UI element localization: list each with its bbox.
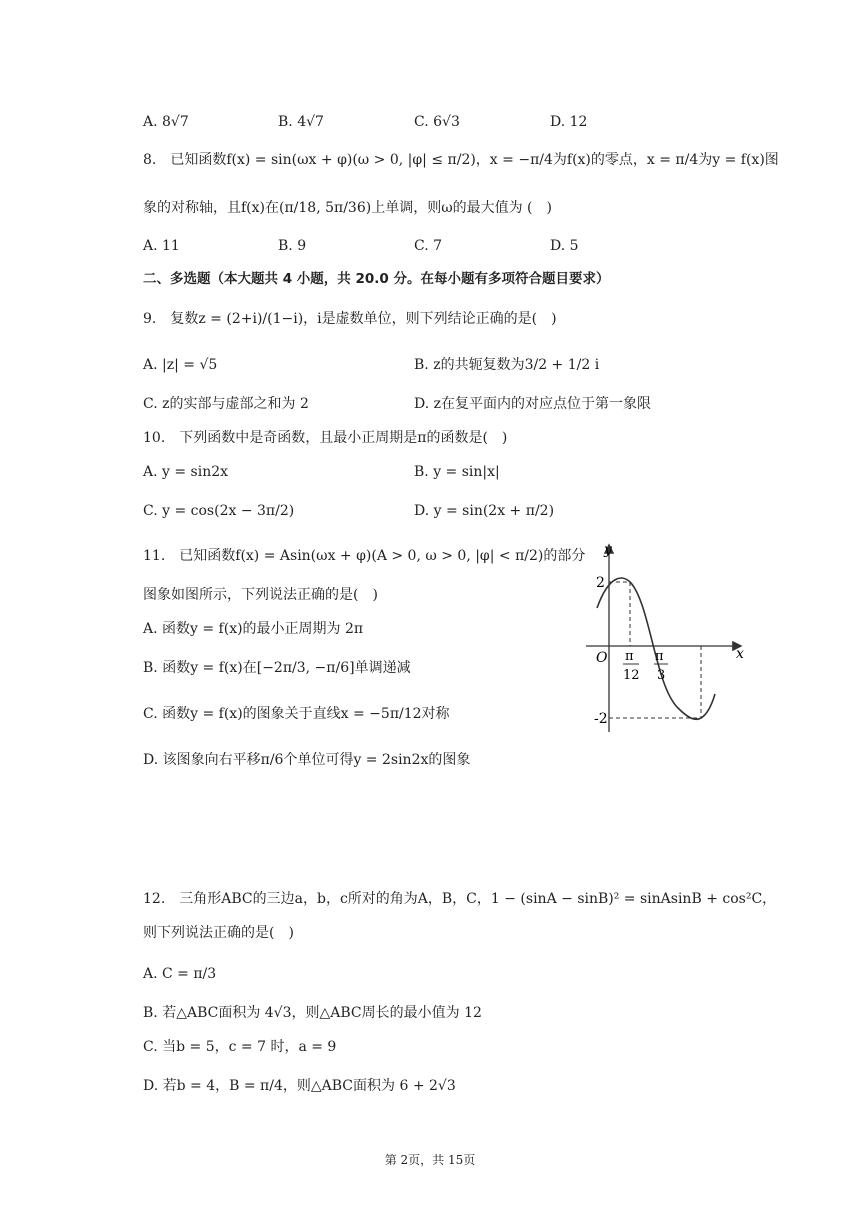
q10-option-d: D. y = sin(2x + π/2): [414, 503, 555, 519]
q11-option-c: C. 函数y = f(x)的图象关于直线x = −5π/12对称: [143, 706, 450, 722]
q11-stem-line1: 11. 已知函数f(x) = Asin(ωx + φ)(A > 0, ω > 0, |φ| < π/2)的部分: [143, 548, 586, 564]
y-max-label: 2: [596, 575, 605, 591]
x-tick1-denominator: 12: [623, 668, 640, 683]
q8-stem-line2: 象的对称轴，且f(x)在(π/18, 5π/36)上单调，则ω的最大值为 ( ): [143, 200, 552, 216]
q11-option-b: B. 函数y = f(x)在[−2π/3, −π/6]单调递减: [143, 660, 411, 676]
q12-option-d: D. 若b = 4，B = π/4，则△ABC面积为 6 + 2√3: [143, 1078, 456, 1094]
q12-option-c: C. 当b = 5，c = 7 时，a = 9: [143, 1039, 337, 1055]
q10-option-a: A. y = sin2x: [143, 464, 229, 480]
q11-option-d: D. 该图象向右平移π/6个单位可得y = 2sin2x的图象: [143, 752, 471, 768]
q11-function-graph: [580, 536, 760, 736]
q12-stem-line2: 则下列说法正确的是( ): [143, 925, 294, 941]
q9-option-c: C. z的实部与虚部之和为 2: [143, 396, 309, 412]
q7-option-c: C. 6√3: [414, 114, 460, 130]
q8-option-d: D. 5: [550, 238, 579, 254]
x-tick2-numerator: π: [655, 649, 664, 664]
x-tick1-numerator: π: [625, 649, 634, 664]
q7-option-b: B. 4√7: [278, 114, 324, 130]
q8-stem-line1: 8. 已知函数f(x) = sin(ωx + φ)(ω > 0, |φ| ≤ π/2)，x = −π/4为f(x)的零点，x = π/4为y = f(x)图: [143, 152, 779, 168]
q9-option-b: B. z的共轭复数为3/2 + 1/2 i: [414, 357, 600, 373]
page-footer: 第 2页，共 15页: [384, 1153, 476, 1167]
q9-option-a: A. |z| = √5: [143, 357, 218, 373]
y-min-label: -2: [594, 711, 608, 727]
q7-option-d: D. 12: [550, 114, 588, 130]
q9-stem: 9. 复数z = (2+i)/(1−i)，i是虚数单位，则下列结论正确的是( ): [143, 311, 557, 327]
x-tick2-denominator: 3: [657, 668, 666, 683]
q10-option-c: C. y = cos(2x − 3π/2): [143, 503, 295, 519]
x-axis-label: x: [736, 646, 744, 662]
section-heading: 二、多选题（本大题共 4 小题，共 20.0 分。在每小题有多项符合题目要求）: [143, 271, 610, 287]
q12-option-b: B. 若△ABC面积为 4√3，则△ABC周长的最小值为 12: [143, 1005, 482, 1021]
y-axis-label: y: [604, 542, 612, 558]
q10-stem: 10. 下列函数中是奇函数，且最小正周期是π的函数是( ): [143, 430, 508, 446]
q7-option-a: A. 8√7: [143, 114, 189, 130]
q8-option-c: C. 7: [414, 238, 443, 254]
q8-option-a: A. 11: [143, 238, 180, 254]
q12-stem-line1: 12. 三角形ABC的三边a，b，c所对的角为A，B，C，1 − (sinA − sinB)² = sinAsinB + cos²C，: [143, 891, 777, 907]
q10-option-b: B. y = sin|x|: [414, 464, 500, 480]
q11-option-a: A. 函数y = f(x)的最小正周期为 2π: [143, 621, 364, 637]
q9-option-d: D. z在复平面内的对应点位于第一象限: [414, 396, 652, 412]
q8-option-b: B. 9: [278, 238, 307, 254]
q11-stem-line2: 图象如图所示，下列说法正确的是( ): [143, 587, 378, 603]
origin-label: O: [596, 650, 608, 666]
q12-option-a: A. C = π/3: [143, 966, 217, 982]
